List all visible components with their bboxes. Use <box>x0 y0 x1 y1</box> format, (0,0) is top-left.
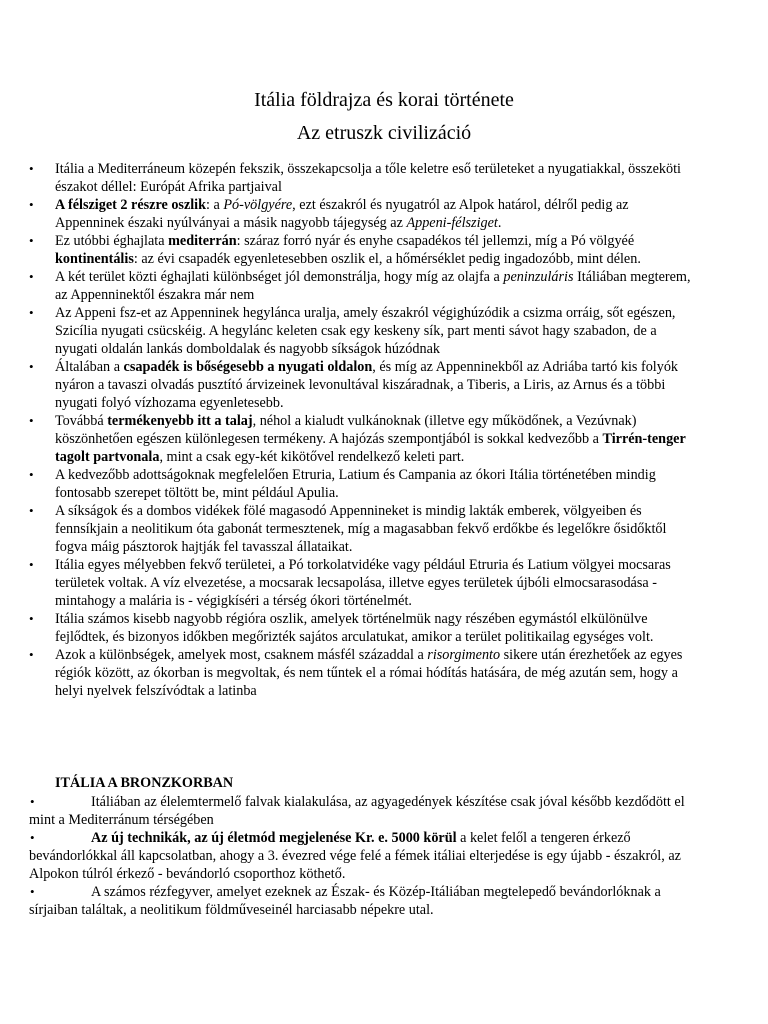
bullet-icon: • <box>29 233 34 248</box>
text-run: sikere után érezhetőek az egyes régiók között, az ókorban is megvoltak, és nem tűntek el a római hódítás hatására, de még azután sem, hogy a helyi nyelvek felszívódtak a latinba <box>55 647 683 699</box>
bullet-item <box>0 304 768 358</box>
bullet-item <box>0 502 768 556</box>
main-bullet-list <box>0 160 768 700</box>
bullet-item <box>0 358 768 412</box>
bullet-item <box>0 160 768 196</box>
text-run: Itália egyes mélyebben fekvő területei, a Pó torkolatvidéke vagy például Etruria és Latium völgyei mocsaras területek voltak. A víz elvezetése, a mocsarak lecsapolása, illetve egyes területek újbóli elmocsarasodása - mintahogy a malária is - végigkíséri a térség ókori történelmét. <box>55 557 671 609</box>
bullet-icon: • <box>29 413 34 428</box>
text-run: Appeni-félsziget <box>406 215 498 231</box>
text-run: Ez utóbbi éghajlata <box>55 233 169 249</box>
bullet-icon: • <box>29 647 34 662</box>
bullet-icon: • <box>29 161 34 176</box>
text-run: Itália a Mediterráneum közepén fekszik, összekapcsolja a tőle keletre eső területeket a nyugatiakkal, összeköti északot déllel: Európát Afrika partjaival <box>55 161 681 195</box>
bullet-icon: • <box>30 830 35 845</box>
text-run: A félsziget 2 részre oszlik <box>55 197 207 213</box>
bullet-icon: • <box>30 794 35 809</box>
text-run: a kelet felől a tengeren érkező bevándorlókkal áll kapcsolatban, ahogy a 3. évezred vége felé a fémek itáliai elterjedése is egy újabb - északról, az Alpokon túlról érkező - bevándorló csoporthoz köthető. <box>29 830 681 882</box>
text-run: , néhol a kialudt vulkánoknak (illetve egy működőnek, a Vezúvnak) köszönhetően egészen különlegesen termékeny. A hajózás szempontjából is sokkal kedvezőbb a <box>55 413 637 447</box>
text-run: : száraz forró nyár és enyhe csapadékos tél jellemzi, míg a Pó völgyéé <box>236 233 635 249</box>
bullet-icon: • <box>29 503 34 518</box>
text-run: termékenyebb itt a talaj <box>107 413 253 429</box>
bullet-item <box>0 883 768 919</box>
text-run: , ezt északról és nyugatról az Alpok határol, délről pedig az Appenninek északi nyúlványai a másik nagyobb tájegység az <box>55 197 629 231</box>
bullet-item <box>0 232 768 268</box>
document-title: Itália földrajza és korai története <box>254 89 514 111</box>
text-run: . <box>497 215 502 231</box>
text-run: peninzuláris <box>503 269 574 285</box>
bullet-icon: • <box>29 359 34 374</box>
bullet-icon: • <box>29 467 34 482</box>
text-run: A kedvezőbb adottságoknak megfelelően Etruria, Latium és Campania az ókori Itália történetében mindig fontosabb szerepet töltött be, mint például Apulia. <box>55 467 656 501</box>
bullet-icon: • <box>29 611 34 626</box>
bullet-item <box>0 466 768 502</box>
text-run: , és míg az Appenninekből az Adriába tartó kis folyók nyáron a tavaszi olvadás pusztító árvizeinek levonultával kiszáradnak, a Tiberis, a Liris, az Arnus és a többi nyugati folyó vízhozama egyenletesebb. <box>55 359 679 411</box>
bullet-item <box>0 829 768 883</box>
bullet-item <box>0 646 768 700</box>
text-run: A számos rézfegyver, amelyet ezeknek az Észak- és Közép-Itáliában megtelepedő bevándorlóknak a sírjaiban találtak, a neolitikum földműveseinél harciasabb népekre utal. <box>29 884 661 918</box>
text-run: Pó-völgyére <box>223 197 293 213</box>
bullet-item <box>0 793 768 829</box>
document-subtitle: Az etruszk civilizáció <box>296 122 472 144</box>
text-run: Továbbá <box>55 413 108 429</box>
text-run: : a <box>206 197 224 213</box>
text-run: Itáliában megterem, az Appenninektől északra már nem <box>55 269 691 303</box>
text-run: mediterrán <box>168 233 237 249</box>
text-run: Az Appeni fsz-et az Appenninek hegylánca uralja, amely északról végighúzódik a csizma orráig, sőt egészen, Szicília nyugati csücskéig. A hegylánc keleten csak egy keskeny sík, part menti sávot hagy szabadon, de a nyugati oldalán lankás domboldalak és nagyobb síkságok húzódnak <box>55 305 676 357</box>
bullet-icon: • <box>29 305 34 320</box>
text-run: Azok a különbségek, amelyek most, csaknem másfél századdal a <box>55 647 428 663</box>
text-run: csapadék is bőségesebb a nyugati oldalon <box>123 359 373 375</box>
text-run: A síkságok és a dombos vidékek fölé magasodó Appennineket is mindig lakták emberek, völgyeiben és fennsíkjain a neolitikum óta gabonát termesztenek, míg a magasabban fekvő erdőkbe és legelőkre ősidőktől fogva máig pásztorok hajtják fel tavasszal állataikat. <box>55 503 667 555</box>
text-run: Itáliában az élelemtermelő falvak kialakulása, az agyagedények készítése csak jóval később kezdődött el mint a Mediterránum térségében <box>29 794 685 828</box>
bullet-icon: • <box>29 269 34 284</box>
text-run: , mint a csak egy-két kikötővel rendelkező keleti part. <box>159 449 465 465</box>
bullet-item <box>0 268 768 304</box>
text-run: A két terület közti éghajlati különbséget jól demonstrálja, hogy míg az olajfa a <box>55 269 504 285</box>
text-run: Itália számos kisebb nagyobb régióra oszlik, amelyek történelmük nagy részében egymástól elkülönülve fejlődtek, és bizonyos időkben megőrizték sajátos arculatukat, amikor a terület politikailag egységes volt. <box>55 611 654 645</box>
text-run: kontinentális <box>55 251 134 267</box>
bronze-age-bullet-list <box>0 793 768 919</box>
bullet-item <box>0 196 768 232</box>
text-run: Az új technikák, az új életmód megjelenése Kr. e. 5000 körül <box>91 830 457 846</box>
text-run: risorgimento <box>427 647 501 663</box>
section-heading: ITÁLIA A BRONZKORBAN <box>55 775 234 791</box>
bullet-icon: • <box>29 197 34 212</box>
bullet-item <box>0 556 768 610</box>
bullet-item <box>0 412 768 466</box>
text-run: Tirrén-tenger tagolt partvonala <box>55 431 686 465</box>
bullet-icon: • <box>29 557 34 572</box>
text-run: Általában a <box>55 359 124 375</box>
text-run: : az évi csapadék egyenletesebben oszlik el, a hőmérséklet pedig ingadozóbb, mint délen. <box>133 251 641 267</box>
bullet-icon: • <box>30 884 35 899</box>
bullet-item <box>0 610 768 646</box>
